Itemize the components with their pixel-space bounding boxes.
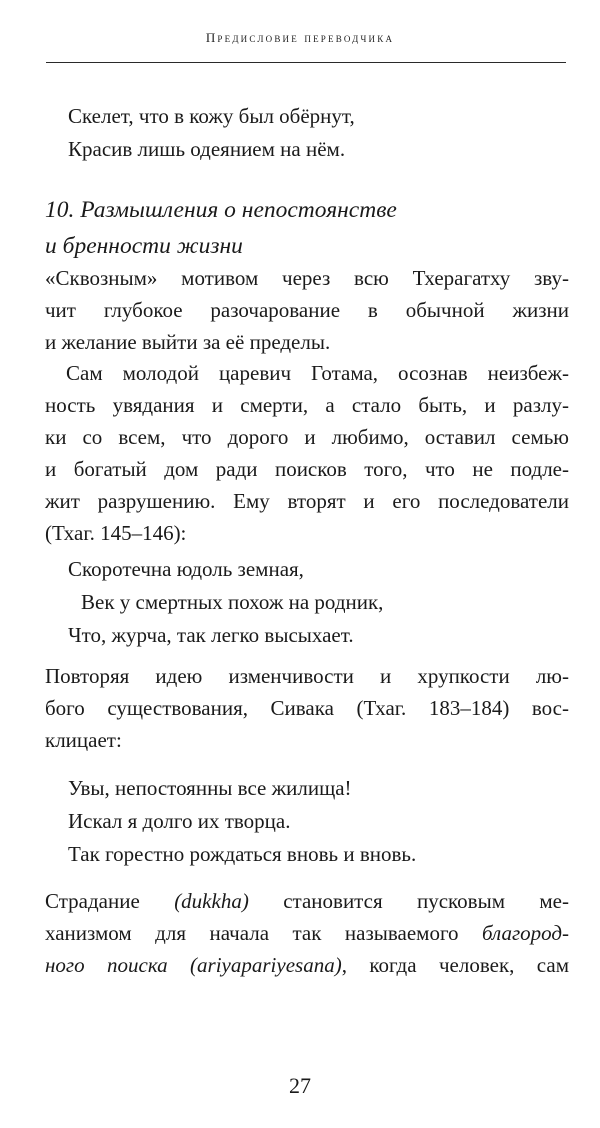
text-line: ность увядания и смерти, а стало быть, и разлу-	[45, 393, 569, 417]
text-line: бого существования, Сивака (Тхаг. 183–184) вос-	[45, 696, 569, 720]
page-number: 27	[289, 1073, 311, 1098]
verse-quote-3	[68, 772, 416, 871]
paragraph-4	[45, 885, 569, 981]
verse-line: Скелет, что в кожу был обёрнут,	[68, 104, 355, 128]
paragraph-1	[45, 262, 569, 358]
verse-line: Скоротечна юдоль земная,	[68, 557, 304, 581]
text-line: ки со всем, что дорого и любимо, оставил семью	[45, 425, 569, 449]
text-run: Страдание	[45, 889, 175, 913]
text-run: , когда человек, сам	[341, 953, 569, 977]
paragraph-3	[45, 660, 569, 756]
verse-line: Так горестно рождаться вновь и вновь.	[68, 842, 417, 866]
verse-line: Искал я долго их творца.	[68, 809, 291, 833]
section-heading-line-2: и бренности жизни	[45, 233, 243, 259]
running-head: Предисловие переводчика	[205, 30, 395, 45]
text-line: Повторяя идею изменчивости и хрупкости лю-	[45, 664, 569, 688]
verse-quote-2	[68, 553, 383, 652]
text-line	[45, 949, 569, 981]
verse-line: Век у смертных похож на родник,	[81, 590, 384, 614]
text-line: «Сквозным» мотивом через всю Тхерагатху зву-	[45, 266, 569, 290]
text-run: ханизмом для начала так называемого	[45, 921, 483, 945]
italic-term: благород-	[482, 921, 569, 945]
italic-term: ного поиска (ariyapariyesana)	[45, 953, 342, 977]
verse-line: Увы, непостоянны все жилища!	[68, 776, 352, 800]
header-rule	[46, 62, 566, 63]
text-line: (Тхаг. 145–146):	[45, 521, 187, 545]
text-line	[45, 885, 569, 917]
text-line	[45, 917, 569, 949]
text-line: Сам молодой царевич Готама, осознав неизбеж-	[66, 361, 569, 385]
text-line: чит глубокое разочарование в обычной жизни	[45, 298, 569, 322]
verse-line: Что, журча, так легко высыхает.	[68, 623, 354, 647]
text-line: и желание выйти за её пределы.	[45, 330, 331, 354]
text-line: клицает:	[45, 728, 122, 752]
text-line: жит разрушению. Ему вторят и его последователи	[45, 489, 569, 513]
section-heading	[45, 192, 397, 264]
verse-quote-1	[68, 100, 355, 166]
pali-term: (dukkha)	[174, 889, 249, 913]
text-run: становится пусковым ме-	[248, 889, 569, 913]
section-heading-line-1: 10. Размышления о непостоянстве	[45, 197, 397, 223]
text-line: и богатый дом ради поисков того, что не подле-	[45, 457, 569, 481]
verse-line: Красив лишь одеянием на нём.	[68, 137, 346, 161]
paragraph-2	[45, 357, 569, 549]
